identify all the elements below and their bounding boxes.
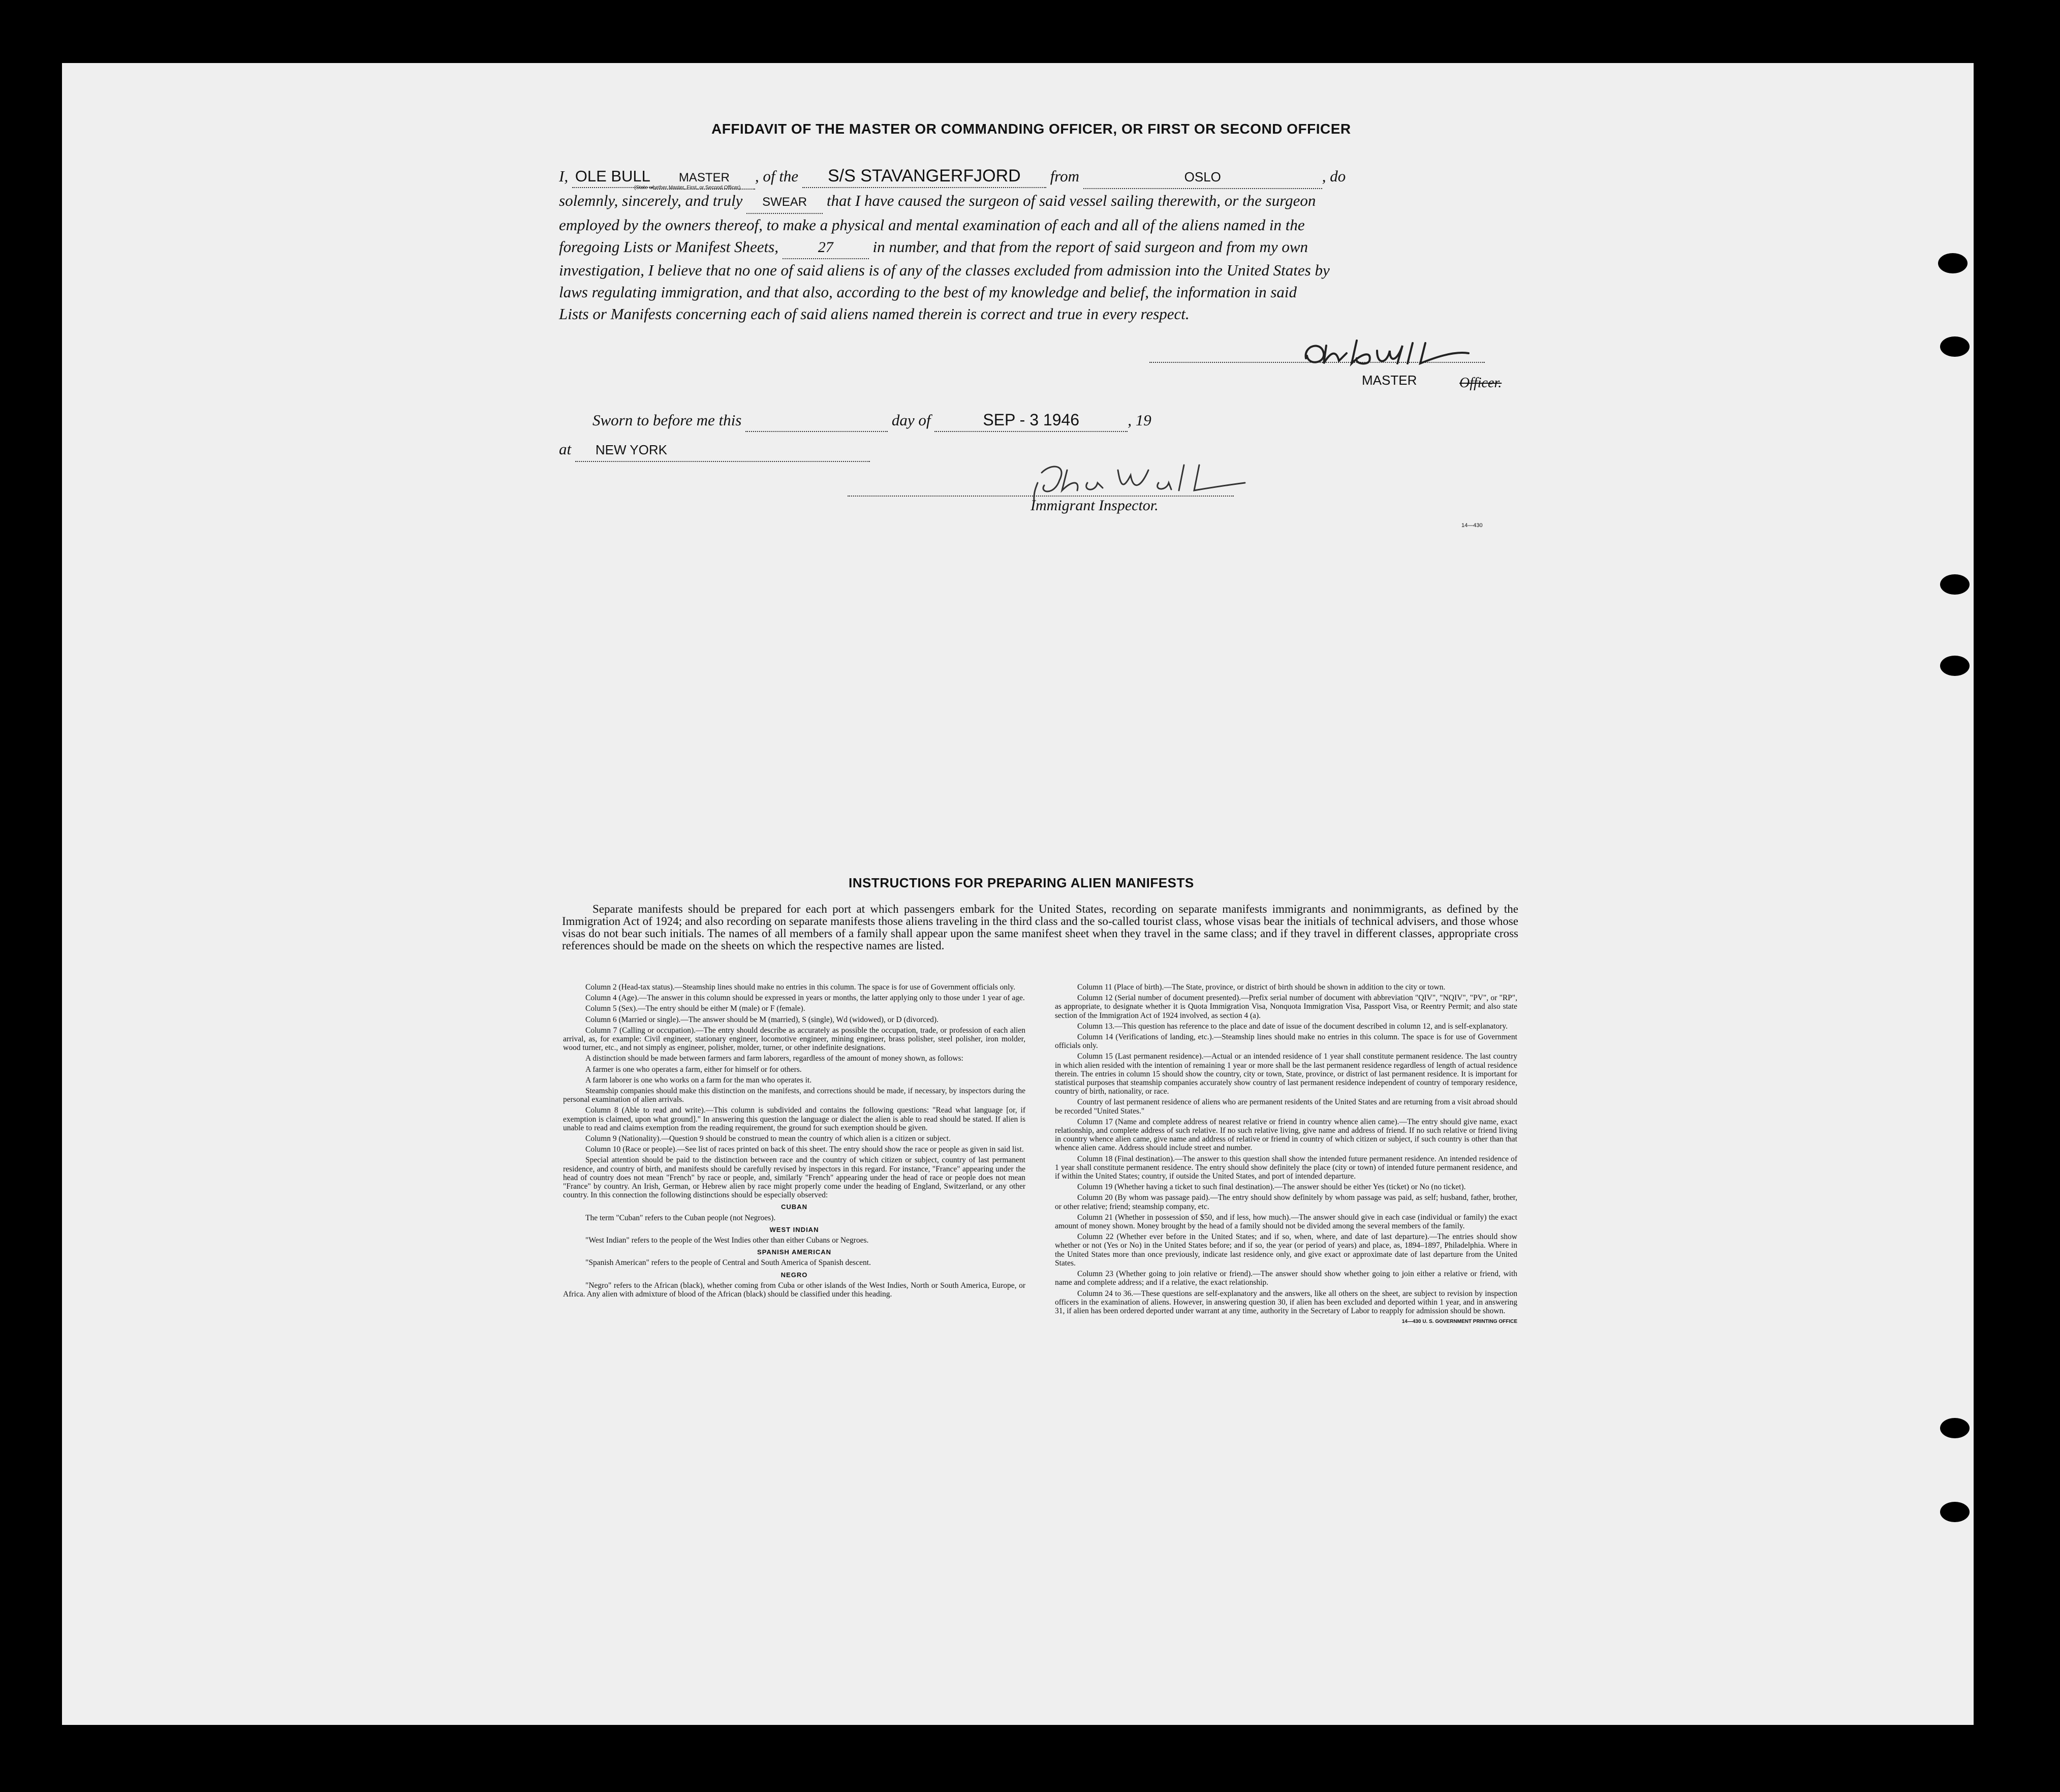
sheets-count: 27 <box>818 239 833 256</box>
instruction-paragraph: Column 5 (Sex).—The entry should be either M (male) or F (female). <box>585 1004 805 1013</box>
punch-hole <box>1940 1418 1970 1438</box>
signature-title-master: MASTER <box>1362 373 1417 388</box>
master-signature <box>1301 335 1494 374</box>
instruction-paragraph: Column 11 (Place of birth).—The State, province, or district of birth should be shown in addition to the city or town. <box>1077 983 1446 992</box>
instruction-paragraph: Country of last permanent residence of aliens who are permanent residents of the United States and are returning from a visit abroad should be recorded "United States." <box>1055 1098 1518 1116</box>
officer-name: OLE BULL <box>575 167 650 185</box>
instruction-paragraph: Column 7 (Calling or occupation).—The entry should describe as accurately as possible the occupation, trade, or profession of each alien arrival, as, for example: Civil engineer, stationary engineer, locomotive engineer, mining engineer, brass polisher, steel polisher, iron molder, wood turner, etc., and not simply as engineer, polisher, molder, turner, or other indefinite designations. <box>563 1026 1025 1053</box>
affidavit-line-1: I, OLE BULL MASTER , of the S/S STAVANGERFJORD from OSLO , do <box>559 165 1504 190</box>
instruction-paragraph: Column 13.—This question has reference to the place and date of issue of the document described in column 12, and is self-explanatory. <box>1077 1022 1508 1031</box>
affidavit-title: AFFIDAVIT OF THE MASTER OR COMMANDING OFFICER, OR FIRST OR SECOND OFFICER <box>711 121 1351 137</box>
punch-hole <box>1938 253 1968 273</box>
sworn-date: SEP - 3 1946 <box>983 411 1080 429</box>
instructions-right-column <box>1055 983 1517 1326</box>
punch-hole <box>1940 336 1970 357</box>
instruction-paragraph: Column 20 (By whom was passage paid).—The entry should show definitely by whom passage was paid, as self; husband, father, brother, or other relative; friend; steamship company, etc. <box>1055 1193 1517 1211</box>
oath-word: SWEAR <box>762 195 807 209</box>
instruction-paragraph: The term "Cuban" refers to the Cuban people (not Negroes). <box>585 1213 776 1222</box>
signature-drawing <box>1301 335 1494 371</box>
subheading-spanish-american: SPANISH AMERICAN <box>757 1248 831 1256</box>
subheading-west-indian: WEST INDIAN <box>769 1225 819 1233</box>
instruction-paragraph: Special attention should be paid to the distinction between race and the country of which citizen or subject, country of last permanent residence, and country of birth, and manifests should be carefully revised by inspectors in this regard. For instance, "France" appearing under the head of country does not mean "French" by race or people, and, similarly "French" appearing under the head of race or people does not mean "France" by country. An Irish, German, or Hebrew alien by race might properly come under the heading of England, Switzerland, or any other country. In this connection the following distinctions should be especially observed: <box>563 1156 1025 1200</box>
instruction-paragraph: Column 24 to 36.—These questions are self-explanatory and the answers, like all others on the sheet, are subject to revision by inspection officers in the examination of aliens. However, in answering question 30, if alien has been excluded and deported within 1 year, and in answering 31, if alien has been ordered deported under warrant at any time, authority in the Secretary of Labor to reapply for admission should be shown. <box>1055 1289 1517 1315</box>
instruction-paragraph: A distinction should be made between farmers and farm laborers, regardless of the amount of money shown, as follows: <box>585 1054 963 1063</box>
instruction-paragraph: A farm laborer is one who works on a farm for the man who operates it. <box>585 1075 812 1085</box>
printing-office-footer: 14—430 U. S. GOVERNMENT PRINTING OFFICE <box>1401 1319 1517 1325</box>
instruction-paragraph: A farmer is one who operates a farm, either for himself or for others. <box>585 1065 802 1074</box>
instructions-title: INSTRUCTIONS FOR PREPARING ALIEN MANIFESTS <box>849 875 1194 890</box>
instructions-left-column <box>563 983 1025 1301</box>
form-number-top: 14—430 <box>1461 522 1483 529</box>
sworn-place-line: at NEW YORK <box>559 438 915 462</box>
affidavit-line-5: investigation, I believe that no one of said aliens is of any of the classes excluded from admission into the United States by <box>559 261 1330 279</box>
sworn-place: NEW YORK <box>595 442 667 457</box>
affidavit-line-6: laws regulating immigration, and that also, according to the best of my knowledge and belief, the information in said <box>559 283 1297 301</box>
signature-title-officer: Officer. <box>1459 375 1502 391</box>
subheading-cuban: CUBAN <box>781 1203 807 1211</box>
inspector-title: Immigrant Inspector. <box>1031 497 1159 514</box>
punch-hole <box>1940 1502 1970 1522</box>
instruction-paragraph: Column 17 (Name and complete address of nearest relative or friend in country whence alien came).—The entry should give name, exact relationship, and complete address of such relative. If no such relative living, give name and address of friend. If no such relative or friend living in country whence alien came, give name and address of relative or friend in country of which citizen or subject, if such country is other than that whence alien came. Address should include street and number. <box>1055 1117 1517 1153</box>
instruction-paragraph: Column 18 (Final destination).—The answer to this question shall show the intended future permanent residence. An intended residence of 1 year shall constitute permanent residence. The entry should show definitely the place (city or town) of intended future permanent residence, and if within the United States; country, if outside the United States, and port of intended departure. <box>1055 1154 1517 1181</box>
affidavit-line-4: foregoing Lists or Manifest Sheets, 27 in number, and that from the report of said surgeon and from my own <box>559 236 1504 259</box>
instruction-paragraph: Column 4 (Age).—The answer in this column should be expressed in years or months, the latter applying only to those under 1 year of age. <box>585 994 1025 1003</box>
rank-note: (State whether Master, First, or Second Officer) <box>634 185 741 191</box>
instruction-paragraph: Steamship companies should make this distinction on the manifests, and corrections should be made, if necessary, by inspectors during the personal examination of alien arrivals. <box>563 1087 1025 1104</box>
instruction-paragraph: "Spanish American" refers to the people of Central and South America of Spanish descent. <box>585 1258 871 1268</box>
instruction-paragraph: Column 19 (Whether having a ticket to such final destination).—The answer should be either Yes (ticket) or No (no ticket). <box>1077 1183 1466 1192</box>
instruction-paragraph: Column 6 (Married or single).—The answer should be M (married), S (single), Wd (widowed), or D (divorced). <box>585 1015 939 1024</box>
instruction-paragraph: Column 23 (Whether going to join relative or friend).—The answer should show whether going to join either a relative or friend, with name and complete address; and if a relative, the exact relationship. <box>1055 1270 1517 1287</box>
instruction-paragraph: "West Indian" refers to the people of the West Indies other than either Cubans or Negroes. <box>585 1236 869 1245</box>
affidavit-line-3: employed by the owners thereof, to make a physical and mental examination of each and all of the aliens named in the <box>559 216 1305 234</box>
instructions-intro: Separate manifests should be prepared for each port at which passengers embark for the United States, recording on separate manifests immigrants and nonimmigrants, as defined by the Immigration Act of 1924; and also recording on separate manifests those aliens traveling in the third class and the so-called tourist class, whose visas bear the initials of technical advisers, and those whose visas do not bear such initials. The names of all members of a family shall appear upon the same manifest sheet when they travel in the same class; and if they travel in different classes, appropriate cross references should be made on the sheets on which the respective names are listed. <box>562 903 1518 952</box>
instruction-paragraph: Column 10 (Race or people).—See list of races printed on back of this sheet. The entry should show the race or people as given in said list. <box>585 1145 1024 1154</box>
instruction-paragraph: Column 9 (Nationality).—Question 9 should be construed to mean the country of which alien is a citizen or subject. <box>585 1134 951 1144</box>
punch-hole <box>1940 574 1970 595</box>
departure-port: OSLO <box>1184 169 1221 184</box>
instruction-paragraph: Column 15 (Last permanent residence).—Actual or an intended residence of 1 year shall constitute permanent residence. The last country in which alien resided with the intention of remaining 1 year or more shall be the last permanent residence regardless of length of actual residence therein. The entries in column 15 should show the country, city or town, State, province, or district of last permanent residence. It is important for statistical purposes that steamship companies accurately show country of last permanent residence independent of country of temporary residence, country of birth, nationality, or race. <box>1055 1052 1517 1096</box>
officer-rank: MASTER <box>678 171 730 184</box>
instruction-paragraph: Column 12 (Serial number of document presented).—Prefix serial number of document with abbreviation "QIV", "NQIV", "PV", or "RP", as appropriate, to designate whether it is Quota Immigration Visa, Nonquota Immigration Visa, Passport Visa, or Reentry Permit; and also state section of the Immigration Act of 1924 involved, as section 4 (a). <box>1055 994 1517 1020</box>
affidavit-body <box>559 165 1504 325</box>
instruction-paragraph: Column 22 (Whether ever before in the United States; and if so, when, where, and date of last departure).—The entries should show whether or not (Yes or No) in the United States before; and if so, the year (or period of years) and place, as, 1894–1897, Philadelphia. Where in the United States more than once previously, indicate last residence only, and give exact or approximate date of last departure from the United States. <box>1055 1232 1517 1268</box>
instruction-paragraph: "Negro" refers to the African (black), whether coming from Cuba or other islands of the West Indies, North or South America, Europe, or Africa. Any alien with admixture of blood of the African (black) should be classified under this heading. <box>563 1281 1025 1299</box>
affidavit-line-2: solemnly, sincerely, and truly SWEAR that I have caused the surgeon of said vessel sailing therewith, or the surgeon <box>559 190 1504 214</box>
vessel-name: S/S STAVANGERFJORD <box>827 166 1021 186</box>
instruction-paragraph: Column 2 (Head-tax status).—Steamship lines should make no entries in this column. The space is for use of Government officials only. <box>585 983 1016 992</box>
instruction-paragraph: Column 14 (Verifications of landing, etc.).—Steamship lines should make no entries in this column. The space is for use of Government officials only. <box>1055 1033 1517 1051</box>
instruction-paragraph: Column 8 (Able to read and write).—This column is subdivided and contains the following questions: "Read what language [or, if exemption is claimed, upon what ground]." In answering this question the language or dialect the alien is able to read should be stated. If alien is unable to read and claims exemption from the reading requirement, the ground for such exemption should be given. <box>563 1106 1025 1132</box>
sworn-line: Sworn to before me this day of SEP - 3 1946 , 19 <box>592 409 1253 432</box>
instruction-paragraph: Column 21 (Whether in possession of $50, and if less, how much).—The answer should give in each case (individual or family) the exact amount of money shown. Money brought by the head of a family should not be divided among the several members of the family. <box>1055 1213 1517 1231</box>
punch-hole <box>1940 656 1970 676</box>
subheading-negro: NEGRO <box>781 1271 808 1279</box>
affidavit-line-7: Lists or Manifests concerning each of said aliens named therein is correct and true in every respect. <box>559 305 1190 323</box>
